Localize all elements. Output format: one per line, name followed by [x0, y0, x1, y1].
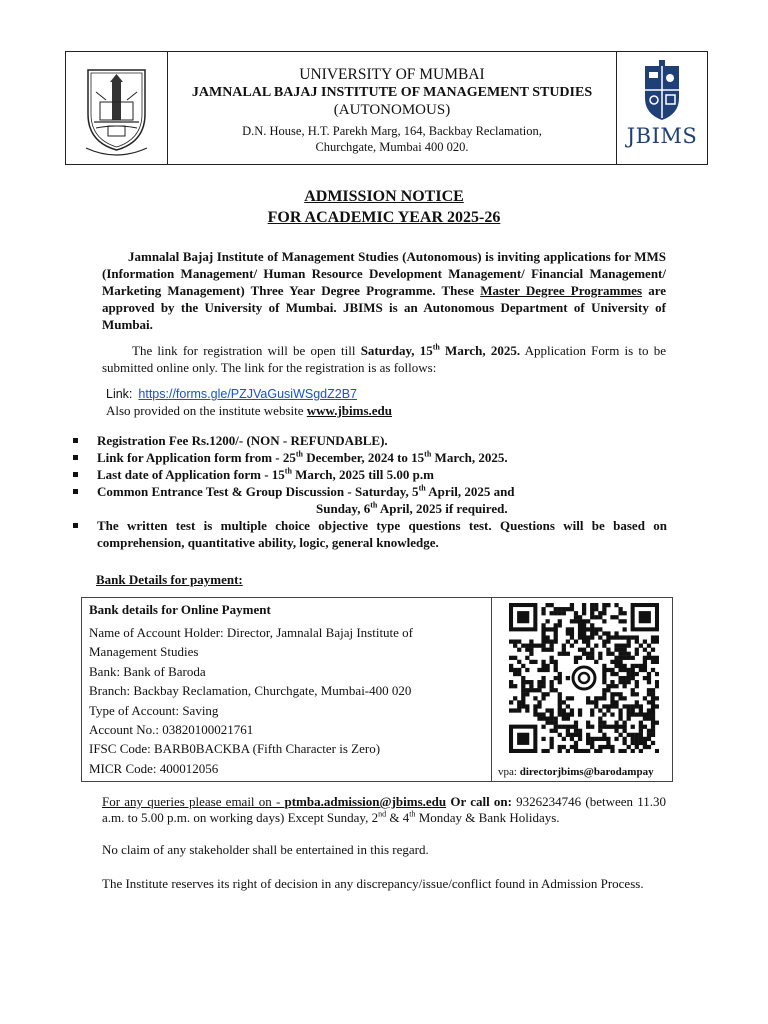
list-item: Common Entrance Test & Group Discussion - Saturday, 5th April, 2025 and Sunday, 6th April, 2025 if required. — [73, 483, 667, 517]
vpa-label: vpa: — [498, 766, 520, 778]
account-holder: Name of Account Holder: Director, Jamnalal Bajaj Institute of — [89, 625, 414, 640]
intro-text-2: are approved by the University of Mumbai. JBIMS is an Autonomous Department of University of Mumbai. — [102, 283, 667, 332]
academic-year-title: FOR ACADEMIC YEAR 2025-26 — [267, 209, 501, 226]
account-type: Type of Account: Saving — [89, 702, 219, 718]
qr-code-icon[interactable] — [509, 603, 659, 753]
ifsc-code: IFSC Code: BARB0BACKBA (Fifth Character is Zero) — [89, 741, 381, 757]
bank-details-body — [89, 623, 491, 778]
phone-text: 9326234746 (between 11.30 a.m. to 5.00 p.m. on working days) Except Sunday, 2 — [102, 794, 666, 825]
vpa-line — [498, 766, 654, 778]
vpa-value: directorjbims@barodampay — [519, 766, 654, 778]
website-text: Also provided on the institute website — [106, 403, 307, 418]
jbims-wordmark: JBIMS — [626, 124, 698, 148]
list-item: Link for Application form from - 25th December, 2024 to 15th March, 2025. — [73, 449, 667, 466]
bank-details-heading: Bank Details for payment: — [96, 572, 243, 587]
bank-details-cell — [82, 598, 492, 781]
account-holder-cont: Management Studies — [89, 644, 199, 660]
registration-deadline: Saturday, 15th March, 2025. — [360, 342, 521, 358]
call-label: Or call on: — [446, 794, 512, 809]
registration-link[interactable]: https://forms.gle/PZJVaGusiWSgdZ2B7 — [138, 387, 358, 401]
address-line-2: Churchgate, Mumbai 400 020. — [315, 140, 469, 154]
university-seal-icon — [66, 52, 167, 164]
link-label: Link: — [106, 387, 133, 401]
key-points-list — [73, 432, 667, 551]
micr-code: MICR Code: 400012056 — [89, 760, 219, 776]
query-lead: For any queries please email on - — [102, 794, 285, 809]
university-name: UNIVERSITY OF MUMBAI — [299, 66, 485, 83]
bank-branch: Branch: Backbay Reclamation, Churchgate, Mumbai-400 020 — [89, 683, 412, 699]
institute-name: JAMNALAL BAJAJ INSTITUTE OF MANAGEMENT STUDIES — [191, 85, 593, 100]
university-logo — [66, 52, 168, 164]
list-item: The written test is multiple choice objective type questions test. Questions will be based on comprehension, quantitative ability, logic, general knowledge. — [73, 517, 667, 551]
registration-paragraph — [102, 342, 666, 376]
website-link[interactable]: www.jbims.edu — [306, 403, 393, 418]
registration-text-2: Application Form is to be submitted online only. The link for the registration is as follows: — [102, 343, 666, 375]
bank-details-table — [81, 597, 673, 782]
address-line-1: D.N. House, H.T. Parekh Marg, 164, Backbay Reclamation, — [242, 124, 542, 138]
autonomous-label: (AUTONOMOUS) — [333, 102, 451, 118]
qr-cell — [492, 598, 672, 781]
bank-box-title: Bank details for Online Payment — [89, 602, 271, 617]
claim-notice: No claim of any stakeholder shall be entertained in this regard. — [102, 842, 429, 857]
registration-text-1: The link for registration will be open till — [132, 343, 361, 358]
list-item: Last date of Application form - 15th March, 2025 till 5.00 p.m — [73, 466, 667, 483]
query-email[interactable]: ptmba.admission@jbims.edu — [284, 794, 447, 809]
letterhead-text — [167, 52, 617, 155]
bank-name: Bank: Bank of Baroda — [89, 663, 206, 679]
intro-underlined: Master Degree Programmes — [480, 283, 643, 298]
jbims-logo — [616, 52, 707, 164]
letterhead — [65, 51, 708, 165]
reserve-notice: The Institute reserves its right of decision in any discrepancy/issue/conflict found in Admission Process. — [102, 876, 644, 891]
notice-title: ADMISSION NOTICE — [304, 188, 464, 205]
jbims-crest-icon — [617, 52, 707, 124]
registration-link-line — [106, 386, 357, 402]
intro-paragraph — [102, 248, 666, 333]
intro-text-1: Jamnalal Bajaj Institute of Management Studies (Autonomous) is inviting applications for MMS (Information Management/ Human Resource Development Management/ Financial Management/ Marketing Management) Three Year Degree Programme. These — [102, 249, 666, 298]
account-number: Account No.: 03820100021761 — [89, 722, 254, 738]
website-line — [106, 403, 392, 419]
query-paragraph: For any queries please email on - ptmba.admission@jbims.edu Or call on: 9326234746 (between 11.30 a.m. to 5.00 p.m. on working days) Except Sunday, 2nd & 4th Monday & Bank Holidays. — [102, 794, 666, 825]
list-item: Registration Fee Rs.1200/- (NON - REFUNDABLE). — [73, 432, 667, 449]
